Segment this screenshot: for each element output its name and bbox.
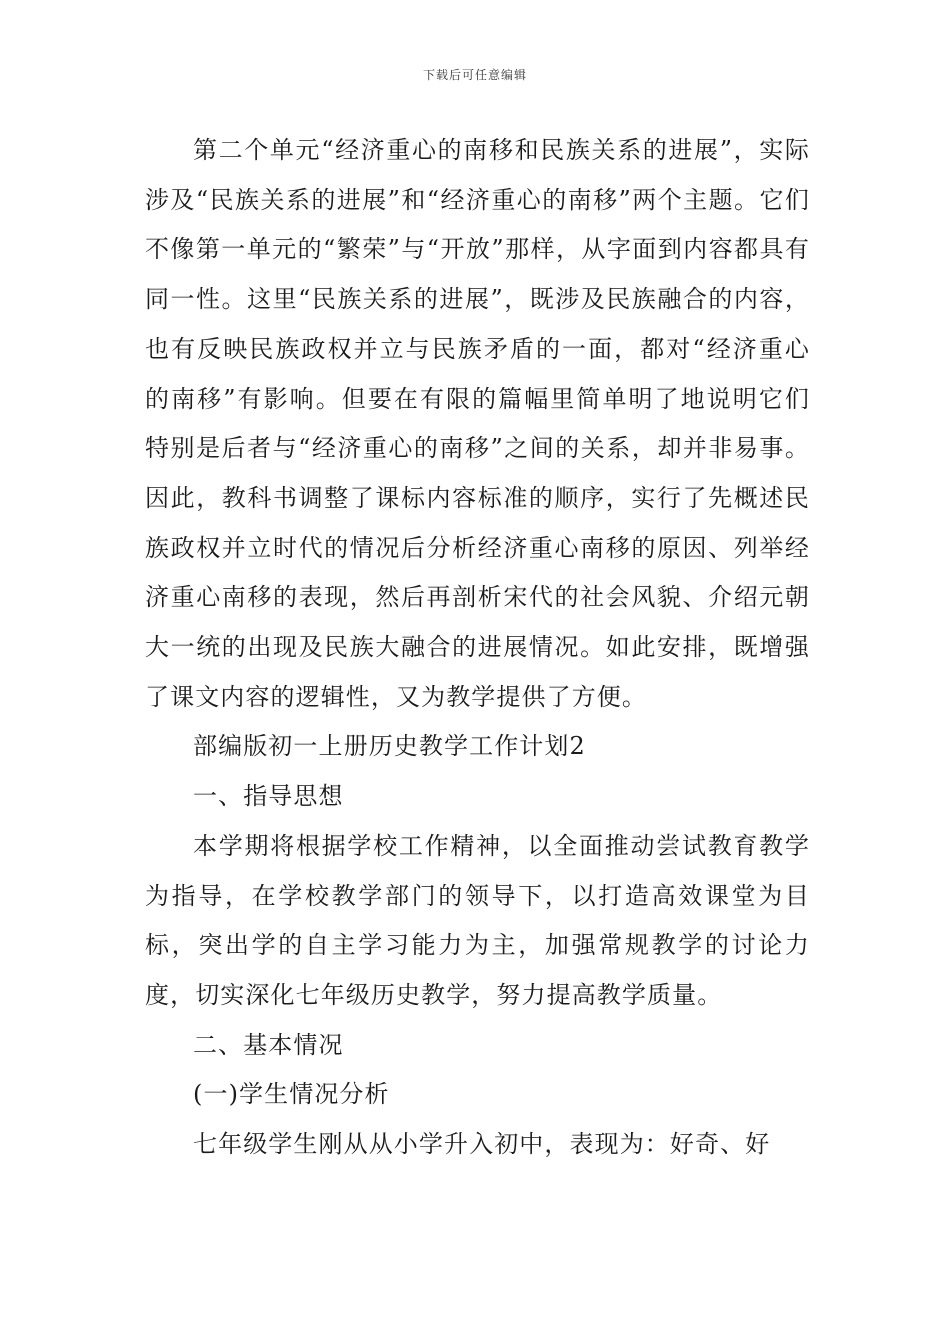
heading-guiding-ideology: 一、指导思想 [193, 782, 344, 811]
document-body [145, 126, 810, 1170]
paragraph-student-analysis: 七年级学生刚从从小学升入初中，表现为：好奇、好 [193, 1130, 771, 1159]
paragraph-unit-two-overview: 第二个单元“经济重心的南移和民族关系的进展”，实际涉及“民族关系的进展”和“经济重心的南移”两个主题。它们不像第一单元的“繁荣”与“开放”那样，从字面到内容都具有同一性。这里“民族关系的进展”，既涉及民族融合的内容，也有反映民族政权并立与民族矛盾的一面，都对“经济重心的南移”有影响。但要在有限的篇幅里简单明了地说明它们特别是后者与“经济重心的南移”之间的关系，却并非易事。因此，教科书调整了课标内容标准的顺序，实行了先概述民族政权并立时代的情况后分析经济重心南移的原因、列举经济重心南移的表现，然后再剖析宋代的社会风貌、介绍元朝大一统的出现及民族大融合的进展情况。如此安排，既增强了课文内容的逻辑性，又为教学提供了方便。 [145, 136, 810, 711]
section-title-plan: 部编版初一上册历史教学工作计划2 [193, 732, 586, 761]
heading-basic-situation: 二、基本情况 [193, 1030, 344, 1059]
paragraph-guiding-ideology: 本学期将根据学校工作精神，以全面推动尝试教育教学为指导，在学校教学部门的领导下，以打造高效课堂为目标，突出学的自主学习能力为主，加强常规教学的讨论力度，切实深化七年级历史教学，努力提高教学质量。 [145, 831, 810, 1009]
subheading-student-analysis: (一)学生情况分析 [193, 1080, 390, 1109]
page-header: 下载后可任意编辑 [422, 68, 527, 82]
